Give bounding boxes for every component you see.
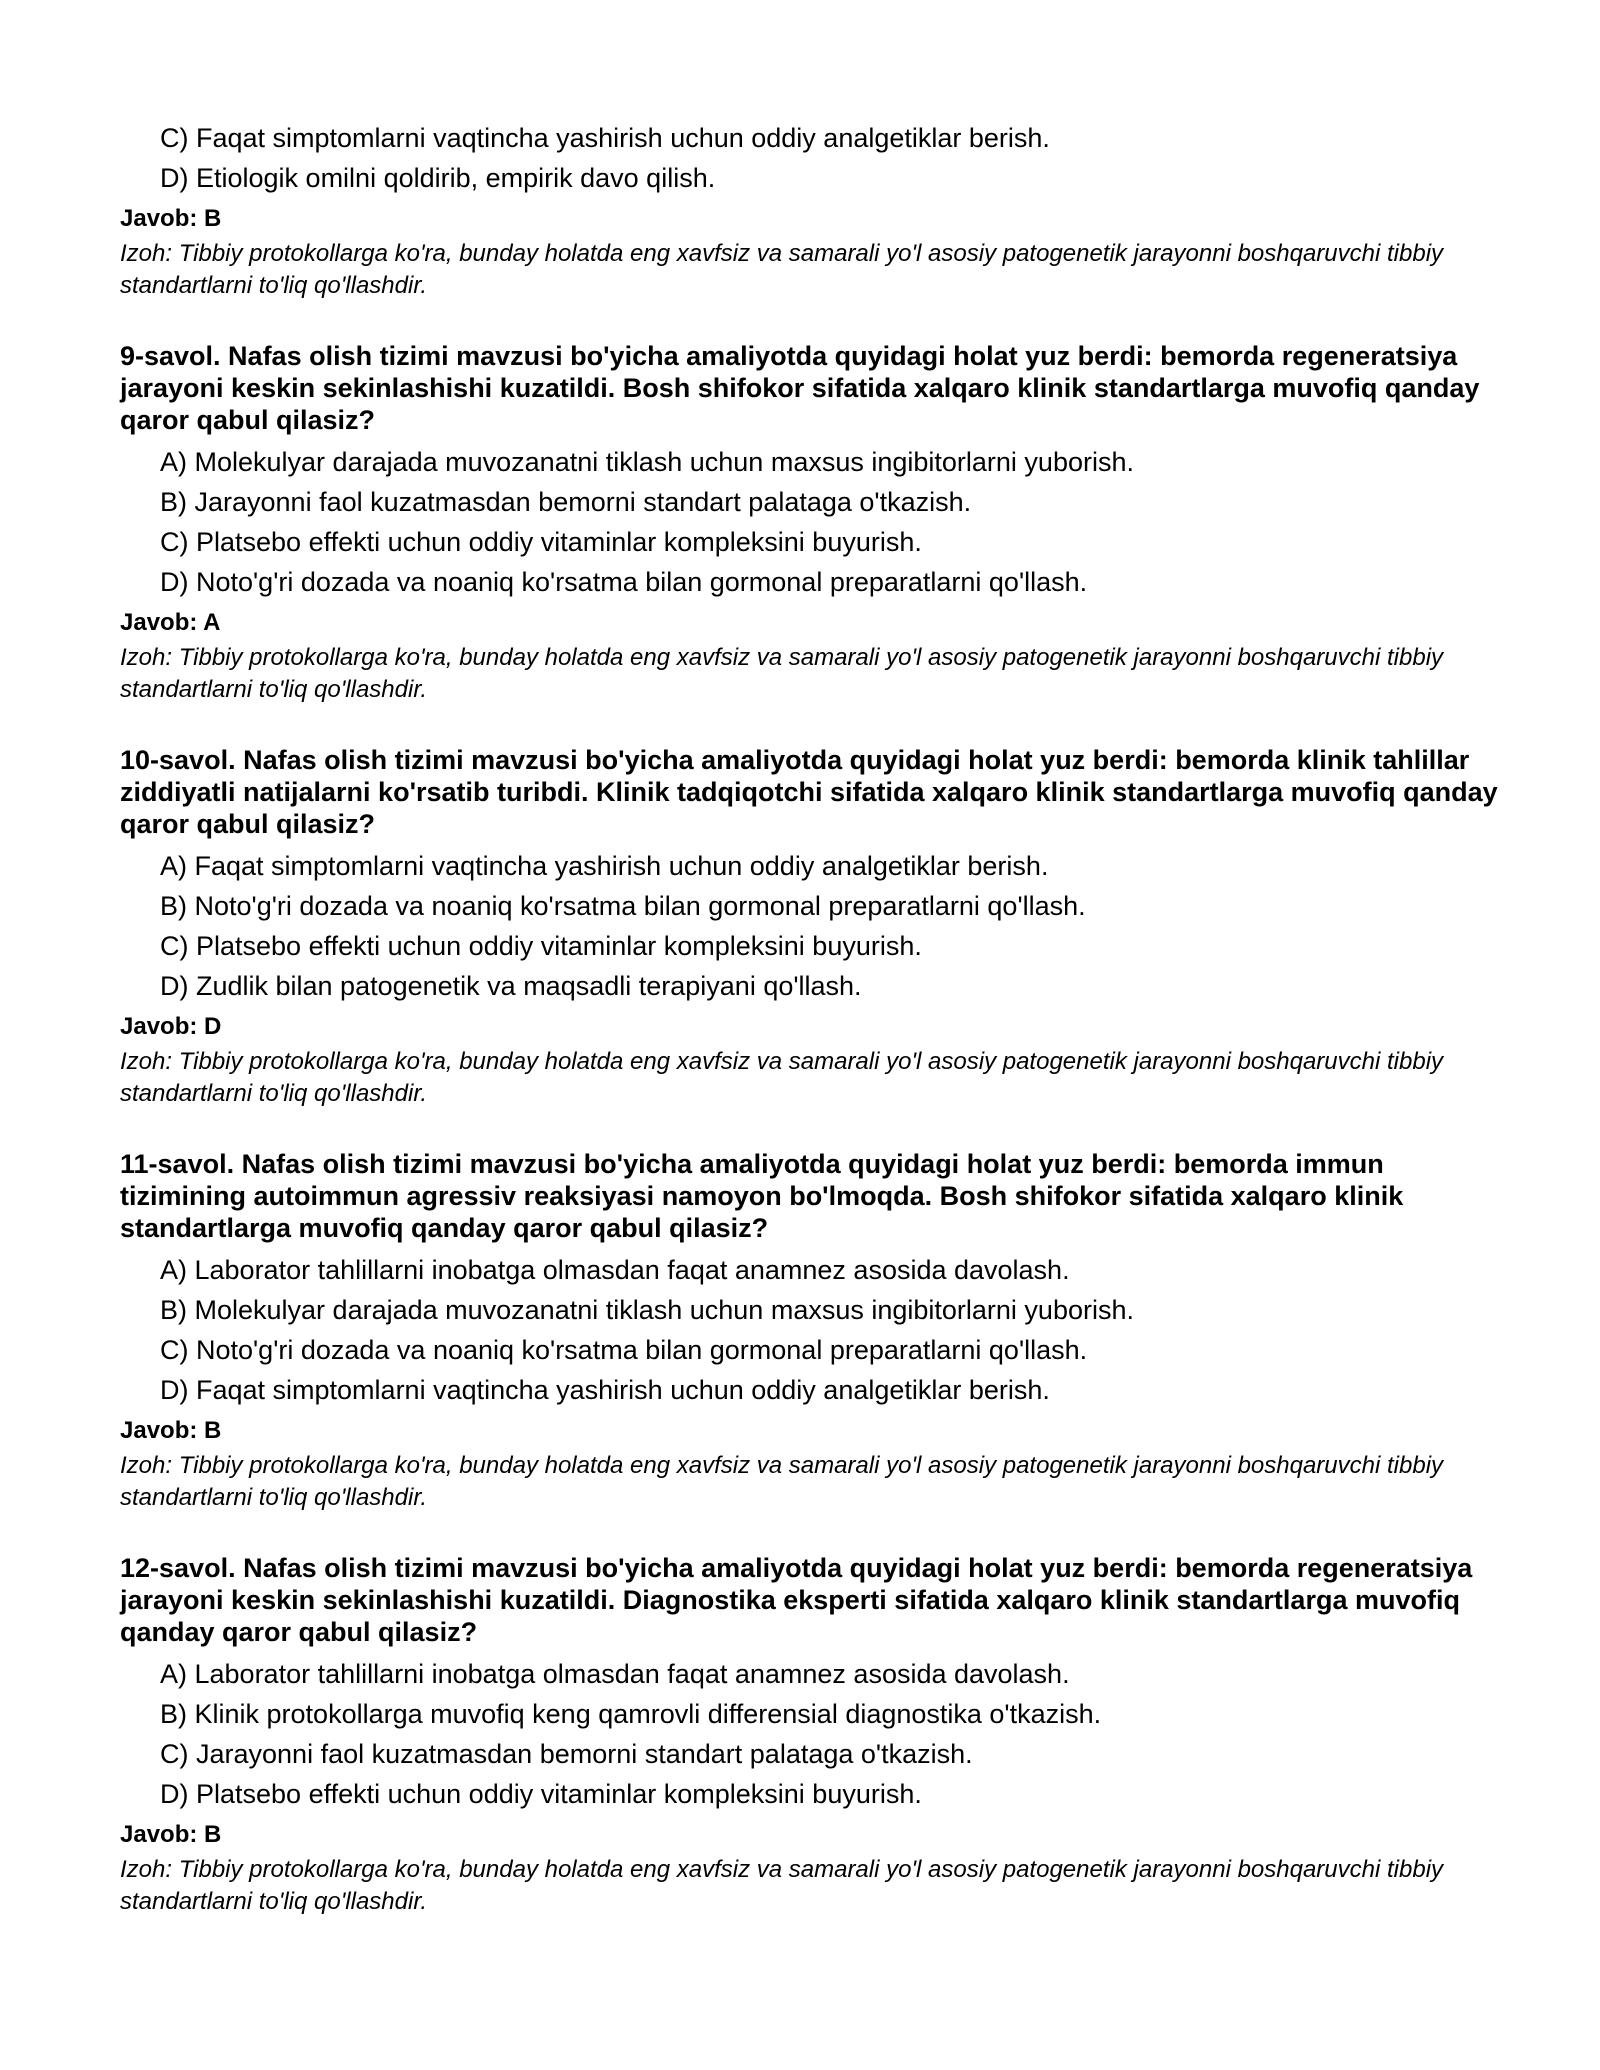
question-10	[120, 744, 1500, 1110]
option-c: C) Platsebo effekti uchun oddiy vitaminlar kompleksini buyurish.	[160, 931, 922, 961]
question-fragment	[120, 118, 1500, 302]
answer-label: Javob: B	[120, 1417, 222, 1444]
option-a: A) Faqat simptomlarni vaqtincha yashirish uchun oddiy analgetiklar berish.	[160, 851, 1049, 881]
option-a: A) Laborator tahlillarni inobatga olmasdan faqat anamnez asosida davolash.	[160, 1659, 1070, 1689]
option-d: D) Faqat simptomlarni vaqtincha yashirish uchun oddiy analgetiklar berish.	[160, 1375, 1050, 1405]
question-title: 11-savol. Nafas olish tizimi mavzusi bo'yicha amaliyotda quyidagi holat yuz berdi: bemorda immun tizimining autoimmun agressiv reaksiyasi namoyon bo'lmoqda. Bosh shifokor sifatida xalqaro klinik standartlarga muvofiq qanday qaror qabul qilasiz?	[120, 1149, 1404, 1243]
question-title: 10-savol. Nafas olish tizimi mavzusi bo'yicha amaliyotda quyidagi holat yuz berdi: bemorda klinik tahlillar ziddiyatli natijalarni ko'rsatib turibdi. Klinik tadqiqotchi sifatida xalqaro klinik standartlarga muvofiq qanday qaror qabul qilasiz?	[120, 745, 1498, 839]
option-c: C) Platsebo effekti uchun oddiy vitaminlar kompleksini buyurish.	[160, 527, 922, 557]
explanation-note: Izoh: Tibbiy protokollarga ko'ra, bunday holatda eng xavfsiz va samarali yo'l asosiy patogenetik jarayonni boshqaruvchi tibbiy standartlarni to'liq qo'llashdir.	[120, 644, 1444, 703]
answer-label: Javob: B	[120, 205, 222, 232]
option-a: A) Molekulyar darajada muvozanatni tiklash uchun maxsus ingibitorlarni yuborish.	[160, 447, 1134, 477]
option-b: B) Klinik protokollarga muvofiq keng qamrovli differensial diagnostika o'tkazish.	[160, 1699, 1102, 1729]
answer-label: Javob: D	[120, 1013, 222, 1040]
question-title: 12-savol. Nafas olish tizimi mavzusi bo'yicha amaliyotda quyidagi holat yuz berdi: bemorda regeneratsiya jarayoni keskin sekinlashishi kuzatildi. Diagnostika eksperti sifatida xalqaro klinik standartlarga muvofiq qanday qaror qabul qilasiz?	[120, 1553, 1473, 1647]
option-d: D) Platsebo effekti uchun oddiy vitaminlar kompleksini buyurish.	[160, 1779, 922, 1809]
question-11	[120, 1148, 1500, 1514]
option-b: B) Noto'g'ri dozada va noaniq ko'rsatma bilan gormonal preparatlarni qo'llash.	[160, 891, 1086, 921]
option-d: D) Etiologik omilni qoldirib, empirik davo qilish.	[160, 163, 716, 193]
page-content	[120, 118, 1500, 1918]
explanation-note: Izoh: Tibbiy protokollarga ko'ra, bunday holatda eng xavfsiz va samarali yo'l asosiy patogenetik jarayonni boshqaruvchi tibbiy standartlarni to'liq qo'llashdir.	[120, 1048, 1444, 1107]
option-c: C) Noto'g'ri dozada va noaniq ko'rsatma bilan gormonal preparatlarni qo'llash.	[160, 1335, 1088, 1365]
option-c: C) Jarayonni faol kuzatmasdan bemorni standart palataga o'tkazish.	[160, 1739, 973, 1769]
explanation-note: Izoh: Tibbiy protokollarga ko'ra, bunday holatda eng xavfsiz va samarali yo'l asosiy patogenetik jarayonni boshqaruvchi tibbiy standartlarni to'liq qo'llashdir.	[120, 240, 1444, 299]
answer-label: Javob: A	[120, 609, 221, 636]
explanation-note: Izoh: Tibbiy protokollarga ko'ra, bunday holatda eng xavfsiz va samarali yo'l asosiy patogenetik jarayonni boshqaruvchi tibbiy standartlarni to'liq qo'llashdir.	[120, 1856, 1444, 1915]
answer-label: Javob: B	[120, 1821, 222, 1848]
option-a: A) Laborator tahlillarni inobatga olmasdan faqat anamnez asosida davolash.	[160, 1255, 1070, 1285]
option-d: D) Noto'g'ri dozada va noaniq ko'rsatma bilan gormonal preparatlarni qo'llash.	[160, 567, 1088, 597]
option-b: B) Jarayonni faol kuzatmasdan bemorni standart palataga o'tkazish.	[160, 487, 972, 517]
option-b: B) Molekulyar darajada muvozanatni tiklash uchun maxsus ingibitorlarni yuborish.	[160, 1295, 1134, 1325]
option-d: D) Zudlik bilan patogenetik va maqsadli terapiyani qo'llash.	[160, 971, 862, 1001]
option-c: C) Faqat simptomlarni vaqtincha yashirish uchun oddiy analgetiklar berish.	[160, 123, 1050, 153]
question-12	[120, 1552, 1500, 1918]
question-title: 9-savol. Nafas olish tizimi mavzusi bo'yicha amaliyotda quyidagi holat yuz berdi: bemorda regeneratsiya jarayoni keskin sekinlashishi kuzatildi. Bosh shifokor sifatida xalqaro klinik standartlarga muvofiq qanday qaror qabul qilasiz?	[120, 341, 1480, 435]
question-9	[120, 340, 1500, 706]
explanation-note: Izoh: Tibbiy protokollarga ko'ra, bunday holatda eng xavfsiz va samarali yo'l asosiy patogenetik jarayonni boshqaruvchi tibbiy standartlarni to'liq qo'llashdir.	[120, 1452, 1444, 1511]
